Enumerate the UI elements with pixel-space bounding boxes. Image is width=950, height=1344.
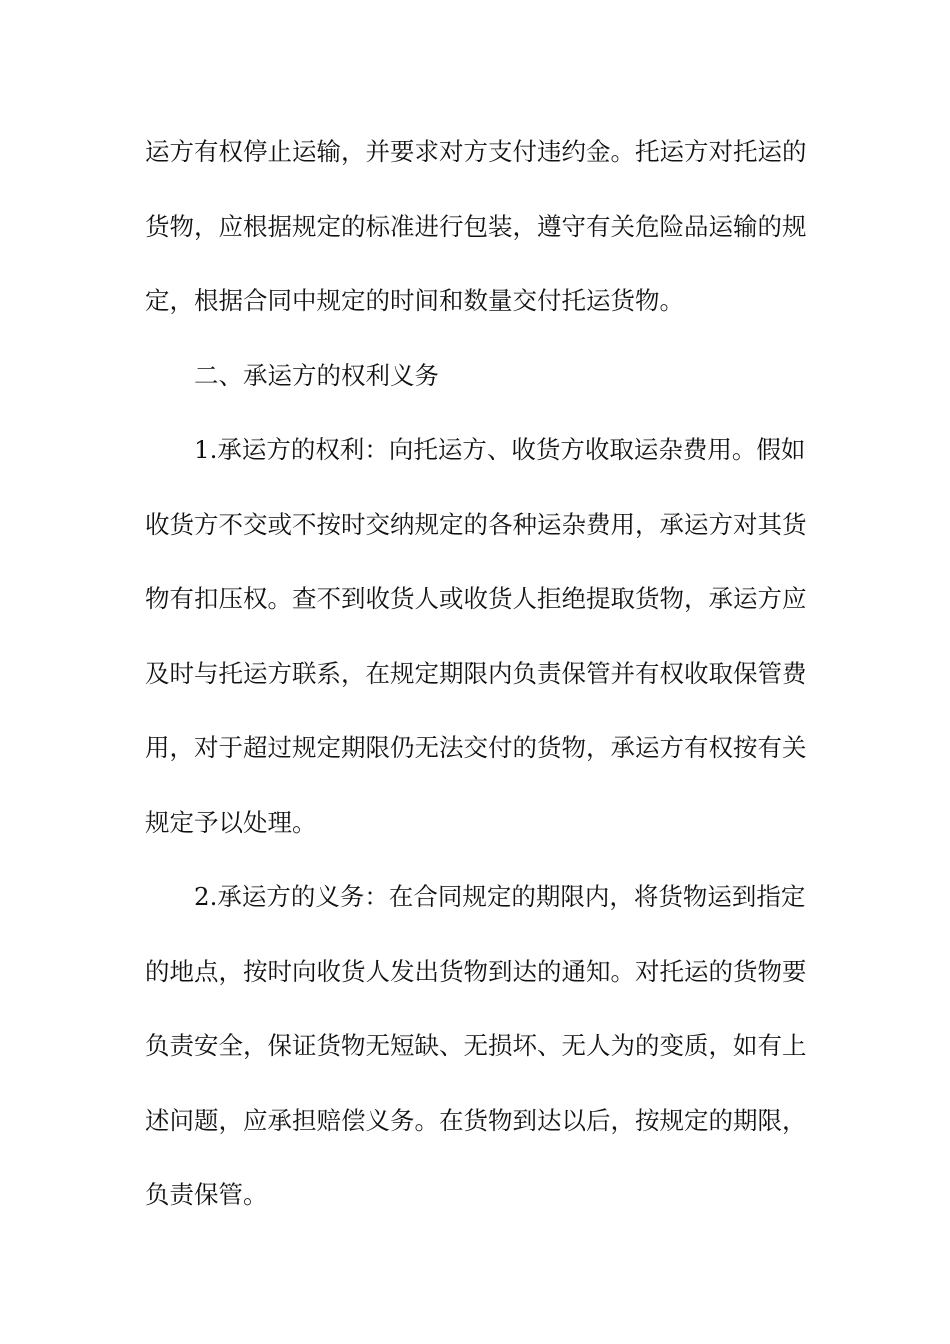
text-line: 述问题，应承担赔偿义务。在货物到达以后，按规定的期限， — [145, 1105, 807, 1135]
text-line: 货物，应根据规定的标准进行包装，遵守有关危险品运输的规 — [145, 211, 807, 241]
document-body — [145, 128, 807, 1246]
text-line: 收货方不交或不按时交纳规定的各种运杂费用，承运方对其货 — [145, 509, 807, 539]
text-line: 运方有权停止运输，并要求对方支付违约金。托运方对托运的 — [145, 137, 807, 166]
text-line: 物有扣压权。查不到收货人或收货人拒绝提取货物，承运方应 — [145, 584, 807, 613]
section-heading: 二、承运方的权利义务 — [194, 360, 439, 390]
text-line: 及时与托运方联系，在规定期限内负责保管并有权收取保管费 — [145, 658, 807, 688]
text-line: 负责保管。 — [145, 1180, 268, 1209]
text-line: 规定予以处理。 — [145, 807, 317, 837]
text-line: 2.承运方的义务：在合同规定的期限内，将货物运到指定 — [194, 882, 806, 911]
text-line: 定，根据合同中规定的时间和数量交付托运货物。 — [145, 286, 684, 315]
text-line: 负责安全，保证货物无短缺、无损坏、无人为的变质，如有上 — [145, 1031, 807, 1060]
text-line: 用，对于超过规定期限仍无法交付的货物，承运方有权按有关 — [145, 733, 807, 762]
text-line: 的地点，按时向收货人发出货物到达的通知。对托运的货物要 — [145, 956, 807, 986]
text-line: 1.承运方的权利：向托运方、收货方收取运杂费用。假如 — [194, 435, 806, 464]
